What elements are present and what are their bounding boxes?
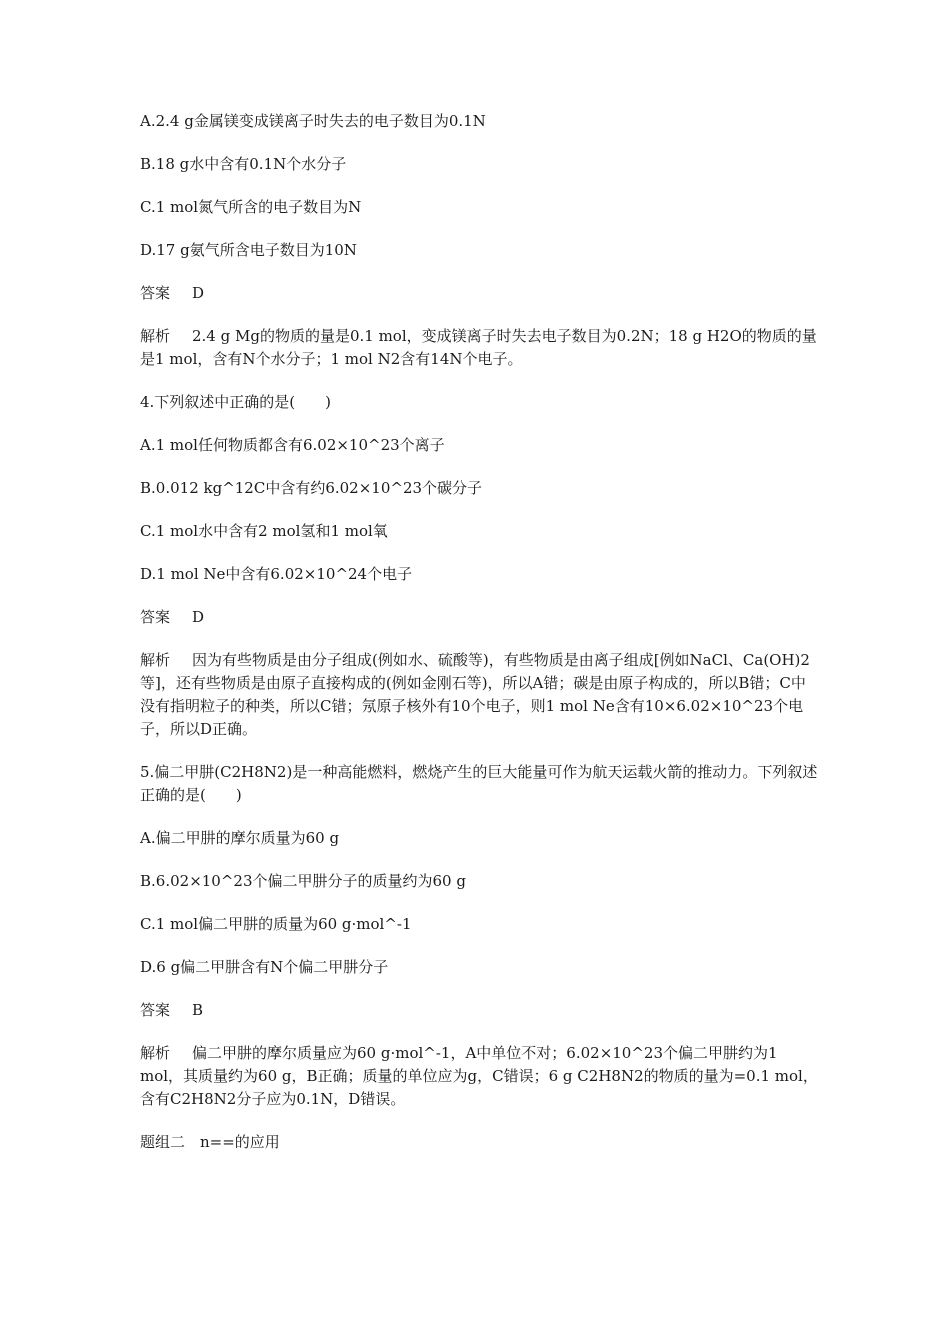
answer-label: 答案: [140, 284, 171, 302]
q5-option-c: C.1 mol偏二甲肼的质量为60 g·mol^-1: [140, 915, 412, 933]
analysis-text: 2.4 g Mg的物质的量是0.1 mol，变成镁离子时失去电子数目为0.2N；18 g H2O的物质的量是1 mol，含有N个水分子；1 mol N2含有14N个电子。: [140, 327, 817, 368]
q4-answer: [140, 606, 820, 629]
q4-stem: 4.下列叙述中正确的是( ): [140, 393, 332, 411]
q4-option-d: D.1 mol Ne中含有6.02×10^24个电子: [140, 565, 413, 583]
q4-option-b: B.0.012 kg^12C中含有约6.02×10^23个碳分子: [140, 479, 483, 497]
answer-value: B: [192, 1001, 204, 1019]
answer-label: 答案: [140, 1001, 171, 1019]
analysis-label: 解析: [140, 327, 171, 345]
q3-option-d: D.17 g氨气所含电子数目为10N: [140, 241, 357, 259]
q3-option-a: A.2.4 g金属镁变成镁离子时失去的电子数目为0.1N: [140, 112, 486, 130]
q5-option-a: A.偏二甲肼的摩尔质量为60 g: [140, 829, 340, 847]
analysis-text: 因为有些物质是由分子组成(例如水、硫酸等)，有些物质是由离子组成[例如NaCl、Ca(OH)2等]，还有些物质是由原子直接构成的(例如金刚石等)，所以A错；碳是由原子构成的，所以B错；C中没有指明粒子的种类，所以C错；氖原子核外有10个电子，则1 mol Ne含有10×6.02×10^23个电子，所以D正确。: [140, 651, 810, 738]
answer-value: D: [192, 608, 205, 626]
q5-option-d: D.6 g偏二甲肼含有N个偏二甲肼分子: [140, 958, 389, 976]
document-page: [140, 110, 820, 1174]
q5-stem: 5.偏二甲肼(C2H8N2)是一种高能燃料，燃烧产生的巨大能量可作为航天运载火箭的推动力。下列叙述正确的是( ): [140, 763, 818, 804]
q3-analysis: [140, 325, 820, 371]
answer-value: D: [192, 284, 205, 302]
q4-analysis: [140, 649, 820, 741]
q5-option-b: B.6.02×10^23个偏二甲肼分子的质量约为60 g: [140, 872, 466, 890]
group-2-heading: 题组二 n==的应用: [140, 1133, 280, 1151]
analysis-text: 偏二甲肼的摩尔质量应为60 g·mol^-1，A中单位不对；6.02×10^23个偏二甲肼约为1 mol，其质量约为60 g，B正确；质量的单位应为g，C错误；6 g C2H8N2的物质的量为=0.1 mol，含有C2H8N2分子应为0.1N，D错误。: [140, 1044, 818, 1108]
q5-answer: [140, 999, 820, 1022]
q5-analysis: [140, 1042, 820, 1111]
analysis-label: 解析: [140, 1044, 171, 1062]
answer-label: 答案: [140, 608, 171, 626]
q4-option-a: A.1 mol任何物质都含有6.02×10^23个离子: [140, 436, 445, 454]
analysis-label: 解析: [140, 651, 171, 669]
q4-option-c: C.1 mol水中含有2 mol氢和1 mol氧: [140, 522, 388, 540]
q3-option-b: B.18 g水中含有0.1N个水分子: [140, 155, 347, 173]
q3-option-c: C.1 mol氮气所含的电子数目为N: [140, 198, 362, 216]
q3-answer: [140, 282, 820, 305]
